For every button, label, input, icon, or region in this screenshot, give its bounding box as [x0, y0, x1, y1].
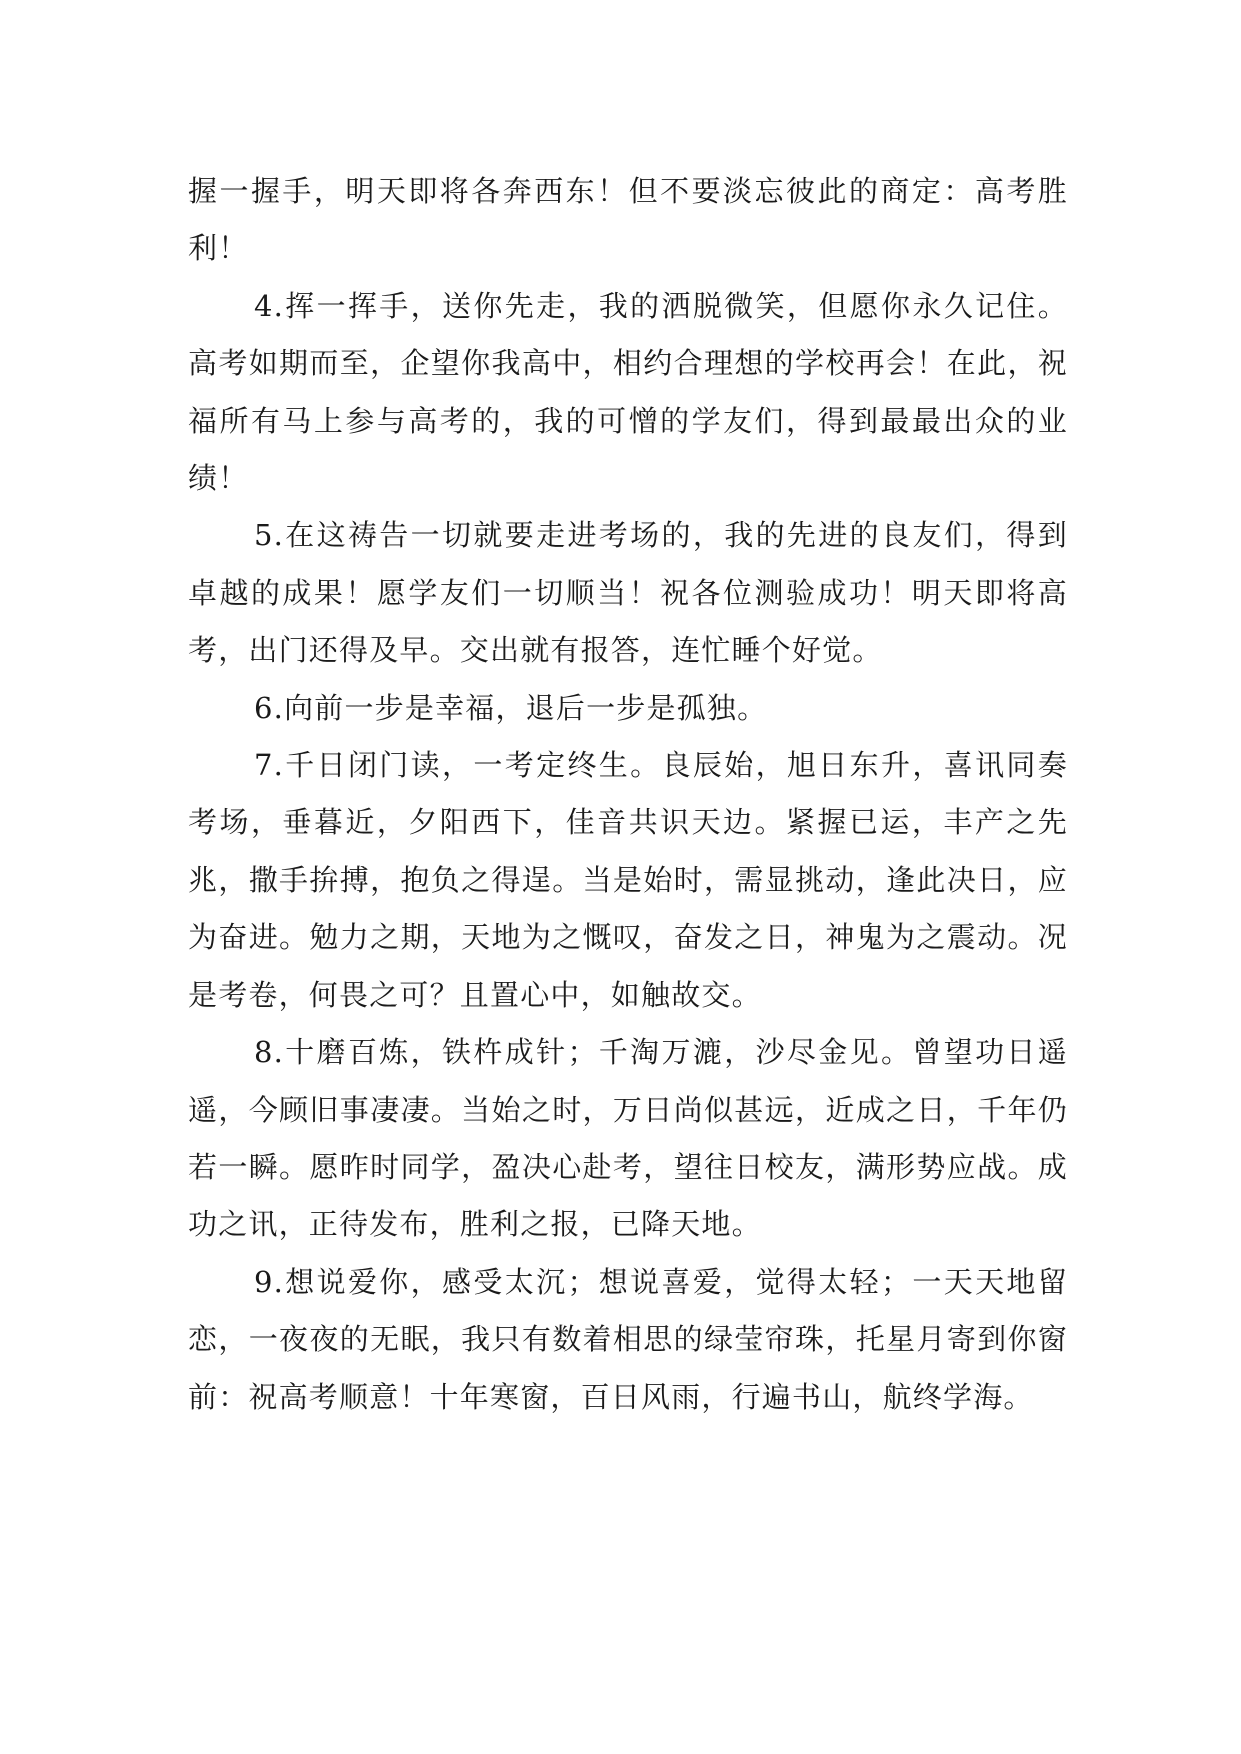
paragraph-8: 8.十磨百炼，铁杵成针；千淘万漉，沙尽金见。曾望功日遥遥，今顾旧事凄凄。当始之时，万日尚似甚远，近成之日，千年仍若一瞬。愿昨时同学，盈决心赴考，望往日校友，满形势应战。成功之讯，正待发布，胜利之报，已降天地。	[188, 1035, 1068, 1242]
paragraph-continued: 握一握手，明天即将各奔西东！但不要淡忘彼此的商定：高考胜利！	[188, 174, 1068, 266]
paragraph-6: 6.向前一步是幸福，退后一步是孤独。	[254, 690, 768, 725]
document-body	[188, 163, 1068, 1426]
paragraph-5: 5.在这祷告一切就要走进考场的，我的先进的良友们，得到卓越的成果！愿学友们一切顺当！祝各位测验成功！明天即将高考，出门还得及早。交出就有报答，连忙睡个好觉。	[188, 518, 1068, 668]
paragraph-4: 4.挥一挥手，送你先走，我的洒脱微笑，但愿你永久记住。高考如期而至，企望你我高中，相约合理想的学校再会！在此，祝福所有马上参与高考的，我的可憎的学友们，得到最最出众的业绩！	[188, 288, 1068, 496]
paragraph-7: 7.千日闭门读，一考定终生。良辰始，旭日东升，喜讯同奏考场，垂暮近，夕阳西下，佳音共识天边。紧握已运，丰产之先兆，撒手拚搏，抱负之得逞。当是始时，需显挑动，逢此决日，应为奋进。勉力之期，天地为之慨叹，奋发之日，神鬼为之震动。况是考卷，何畏之可？且置心中，如触故交。	[188, 748, 1068, 1012]
paragraph-9: 9.想说爱你，感受太沉；想说喜爱，觉得太轻；一天天地留恋，一夜夜的无眠，我只有数着相思的绿莹帘珠，托星月寄到你窗前：祝高考顺意！十年寒窗，百日风雨，行遍书山，航终学海。	[188, 1264, 1068, 1414]
